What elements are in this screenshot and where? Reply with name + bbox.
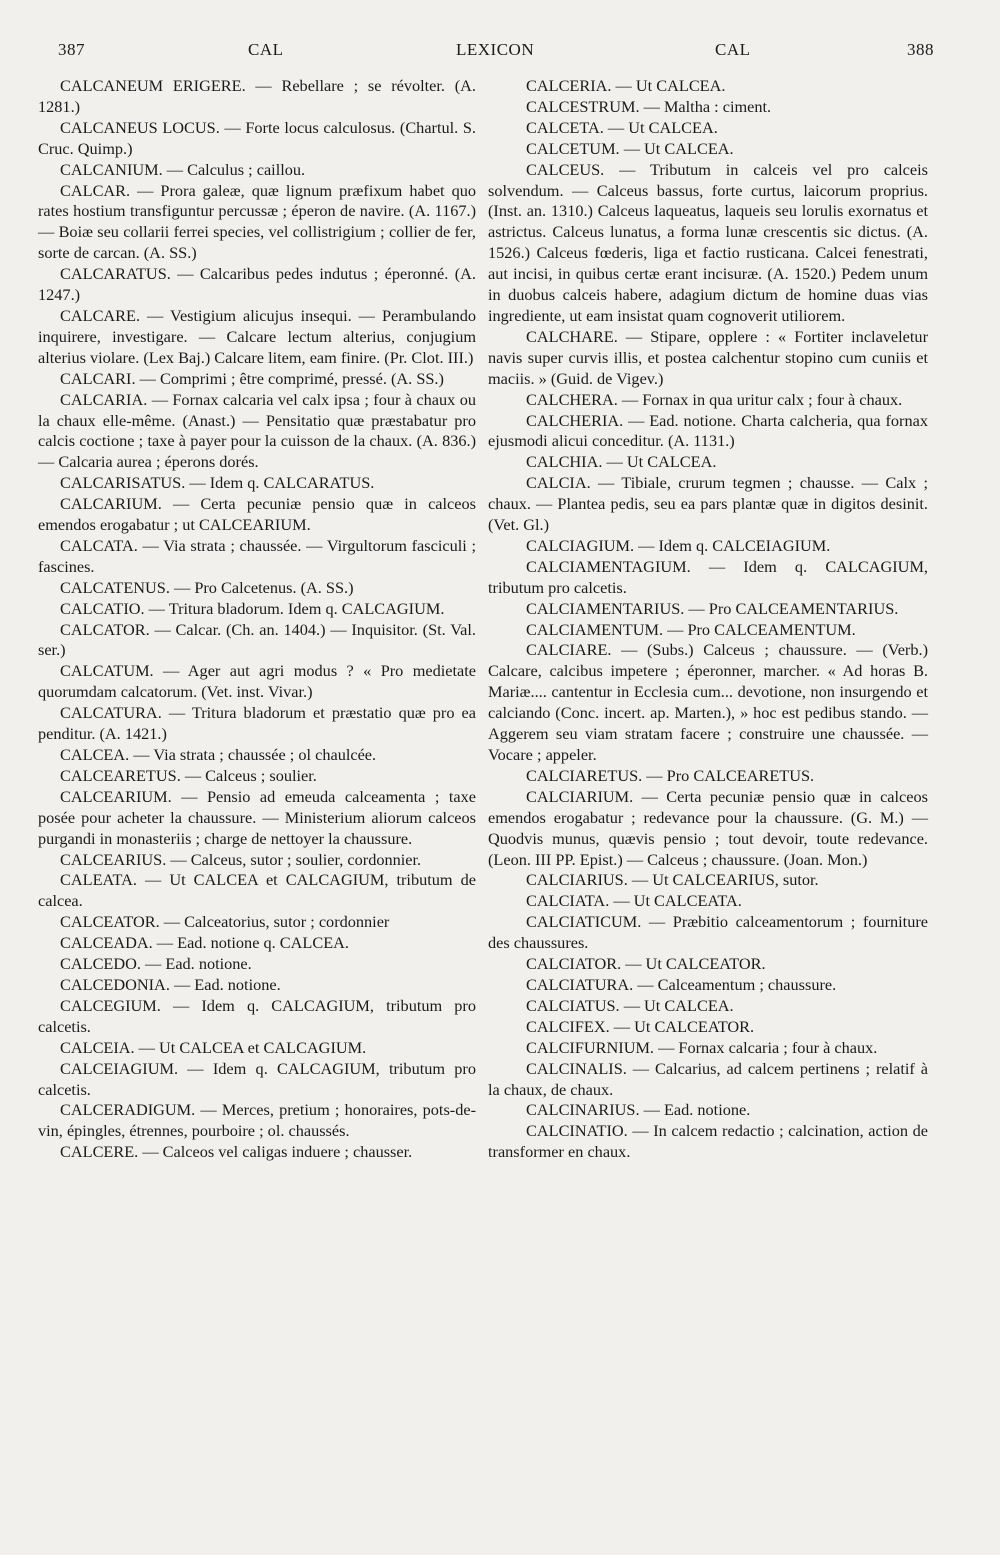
- dictionary-entry: CALCEARIUM. — Pensio ad emeuda calceamenta ; taxe posée pour acheter la chaussure. — Ministerium aliorum calceos purgandi in monasteriis ; charge de nettoyer la chaussure.: [38, 786, 476, 848]
- dictionary-entry: CALCEIAGIUM. — Idem q. CALCAGIUM, tributum pro calcetis.: [38, 1058, 476, 1099]
- dictionary-entry: CALCATURA. — Tritura bladorum et præstatio quæ pro ea penditur. (A. 1421.): [38, 703, 476, 744]
- right-column: [488, 76, 928, 1163]
- dictionary-entry: CALCIATOR. — Ut CALCEATOR.: [526, 954, 766, 974]
- dictionary-entry: CALCEADA. — Ead. notione q. CALCEA.: [60, 933, 349, 953]
- dictionary-entry: CALCANIUM. — Calculus ; caillou.: [60, 159, 306, 179]
- dictionary-entry: CALCARIA. — Fornax calcaria vel calx ipsa ; four à chaux ou la chaux elle-même. (Anast.) — Pensitatio quæ præstabatur pro calcis coctione ; taxe à payer pour la cuisson de la chaux. (A. 836.) — Calcaria aurea ; éperons dorés.: [38, 389, 476, 472]
- dictionary-entry: CALCHARE. — Stipare, opplere : « Fortiter inclaveletur navis super curvis illis, et postea calchentur stopino cum cuniis et maciis. » (Guid. de Vigev.): [488, 326, 928, 388]
- dictionary-entry: CALCANEUS LOCUS. — Forte locus calculosus. (Chartul. S. Cruc. Quimp.): [38, 117, 476, 158]
- dictionary-entry: CALCHIA. — Ut CALCEA.: [526, 452, 717, 472]
- dictionary-entry: CALCETUM. — Ut CALCEA.: [526, 138, 734, 158]
- dictionary-entry: CALCIATICUM. — Præbitio calceamentorum ; fourniture des chaussures.: [488, 912, 928, 953]
- dictionary-entry: CALCEDO. — Ead. notione.: [60, 954, 252, 974]
- dictionary-entry: CALCARIUM. — Certa pecuniæ pensio quæ in calceos emendos erogabatur ; ut CALCEARIUM.: [38, 494, 476, 535]
- dictionary-entry: CALCERE. — Calceos vel caligas induere ; chausser.: [60, 1142, 413, 1162]
- dictionary-entry: CALCINALIS. — Calcarius, ad calcem pertinens ; relatif à la chaux, de chaux.: [488, 1058, 928, 1099]
- left-column: [38, 76, 476, 1163]
- dictionary-entry: CALCIARIUS. — Ut CALCEARIUS, sutor.: [526, 870, 819, 890]
- lexicon-heading: LEXICON: [456, 40, 535, 59]
- right-page-number: 388: [907, 40, 934, 59]
- dictionary-entry: CALEATA. — Ut CALCEA et CALCAGIUM, tributum de calcea.: [38, 870, 476, 911]
- running-header: [58, 40, 934, 68]
- left-guide-word: CAL: [248, 40, 284, 59]
- dictionary-entry: CALCIATURA. — Calceamentum ; chaussure.: [526, 974, 837, 994]
- dictionary-entry: CALCIAMENTUM. — Pro CALCEAMENTUM.: [526, 619, 856, 639]
- dictionary-entry: CALCHERA. — Fornax in qua uritur calx ; four à chaux.: [526, 389, 903, 409]
- dictionary-entry: CALCEARETUS. — Calceus ; soulier.: [60, 765, 317, 785]
- dictionary-entry: CALCARISATUS. — Idem q. CALCARATUS.: [60, 473, 375, 493]
- dictionary-entry: CALCIA. — Tibiale, crurum tegmen ; chausse. — Calx ; chaux. — Plantea pedis, seu ea pars plantæ quæ in digitos desinit. (Vet. Gl.): [488, 473, 928, 535]
- dictionary-entry: CALCARE. — Vestigium alicujus insequi. — Perambulando inquirere, investigare. — Calcare lectum alterius, conjugium alterius violare. (Lex Baj.) Calcare litem, eam finire. (Pr. Clot. III.): [38, 305, 476, 367]
- dictionary-entry: CALCHERIA. — Ead. notione. Charta calcheria, qua fornax ejusmodi alicui conceditur. (A. 1131.): [488, 410, 928, 451]
- dictionary-entry: CALCIFURNIUM. — Fornax calcaria ; four à chaux.: [526, 1037, 878, 1057]
- dictionary-entry: CALCEGIUM. — Idem q. CALCAGIUM, tributum pro calcetis.: [38, 995, 476, 1036]
- left-page-number: 387: [58, 40, 85, 59]
- dictionary-entry: CALCEIA. — Ut CALCEA et CALCAGIUM.: [60, 1037, 367, 1057]
- dictionary-entry: CALCEUS. — Tributum in calceis vel pro calceis solvendum. — Calceus bassus, forte curtus, laicorum proprius. (Inst. an. 1310.) Calceus laqueatus, laqueis seu lorulis exornatus et astrictus. Calceus lunatus, a forma lunæ crescentis sic dictus. (A. 1526.) Calceus fœderis, liga et factio rusticana. Calcei fenestrati, aut incisi, in quibus certæ erant incisuræ. (A. 1520.) Pedem unum in duobus calceis habere, adagium dictum de homine duas vias ingrediente, ut eam insistat quam cognoverit utiliorem.: [488, 159, 928, 325]
- dictionary-entry: CALCEATOR. — Calceatorius, sutor ; cordonnier: [60, 912, 390, 932]
- dictionary-entry: CALCATENUS. — Pro Calcetenus. (A. SS.): [60, 577, 354, 597]
- right-guide-word: CAL: [715, 40, 751, 59]
- dictionary-entry: CALCANEUM ERIGERE. — Rebellare ; se révolter. (A. 1281.): [38, 76, 476, 116]
- dictionary-entry: CALCIAMENTARIUS. — Pro CALCEAMENTARIUS.: [526, 598, 899, 618]
- dictionary-entry: CALCIARIUM. — Certa pecuniæ pensio quæ in calceos emendos erogabatur ; redevance pour la chaussure. (G. M.) — Quodvis munus, quævis pensio ; tout devoir, toute redevance. (Leon. III PP. Epist.) — Calceus ; chaussure. (Joan. Mon.): [488, 786, 928, 869]
- dictionary-entry: CALCIAMENTAGIUM. — Idem q. CALCAGIUM, tributum pro calcetis.: [488, 556, 928, 597]
- dictionary-entry: CALCAR. — Prora galeæ, quæ lignum præfixum habet quo rates hostium transfiguntur percussæ ; éperon de navire. (A. 1167.) — Boiæ seu collarii ferrei species, vel collistrigium ; collier de fer, sorte de carcan. (A. SS.): [38, 180, 476, 263]
- dictionary-entry: CALCIARETUS. — Pro CALCEARETUS.: [526, 765, 815, 785]
- dictionary-entry: CALCATA. — Via strata ; chaussée. — Virgultorum fasciculi ; fascines.: [38, 535, 476, 576]
- dictionary-entry: CALCINARIUS. — Ead. notione.: [526, 1100, 751, 1120]
- dictionary-entry: CALCERADIGUM. — Merces, pretium ; honoraires, pots-de-vin, épingles, étrennes, pourboire ; ol. chaussés.: [38, 1100, 476, 1141]
- dictionary-entry: CALCIAGIUM. — Idem q. CALCEIAGIUM.: [526, 535, 831, 555]
- dictionary-entry: CALCIFEX. — Ut CALCEATOR.: [526, 1016, 755, 1036]
- dictionary-entry: CALCARI. — Comprimi ; être comprimé, pressé. (A. SS.): [60, 368, 444, 388]
- dictionary-entry: CALCINATIO. — In calcem redactio ; calcination, action de transformer en chaux.: [488, 1121, 928, 1162]
- dictionary-entry: CALCEA. — Via strata ; chaussée ; ol chaulcée.: [60, 745, 377, 764]
- dictionary-entry: CALCATOR. — Calcar. (Ch. an. 1404.) — Inquisitor. (St. Val. ser.): [38, 619, 476, 660]
- dictionary-entry: CALCIARE. — (Subs.) Calceus ; chaussure. — (Verb.) Calcare, calcibus impetere ; éperonner, marcher. « Ad horas B. Mariæ.... cantentur in Ecclesia cum... devotione, non insurgendo et calciando (Conc. incert. ap. Marten.), » hoc est pedibus stando. — Aggerem seu viam stratam facere ; construire une chaussée. — Vocare ; appeler.: [488, 640, 928, 764]
- dictionary-entry: CALCETA. — Ut CALCEA.: [526, 117, 718, 137]
- dictionary-entry: CALCARATUS. — Calcaribus pedes indutus ; éperonné. (A. 1247.): [38, 264, 476, 305]
- dictionary-entry: CALCIATA. — Ut CALCEATA.: [526, 891, 742, 911]
- dictionary-entry: CALCERIA. — Ut CALCEA.: [526, 76, 726, 95]
- dictionary-entry: CALCATIO. — Tritura bladorum. Idem q. CALCAGIUM.: [60, 598, 445, 618]
- dictionary-entry: CALCEDONIA. — Ead. notione.: [60, 974, 281, 994]
- dictionary-entry: CALCESTRUM. — Maltha : ciment.: [526, 96, 772, 116]
- dictionary-entry: CALCEARIUS. — Calceus, sutor ; soulier, cordonnier.: [60, 849, 422, 869]
- dictionary-entry: CALCATUM. — Ager aut agri modus ? « Pro medietate quorumdam calcatorum. (Vet. inst. Vivar.): [38, 661, 476, 702]
- dictionary-entry: CALCIATUS. — Ut CALCEA.: [526, 995, 734, 1015]
